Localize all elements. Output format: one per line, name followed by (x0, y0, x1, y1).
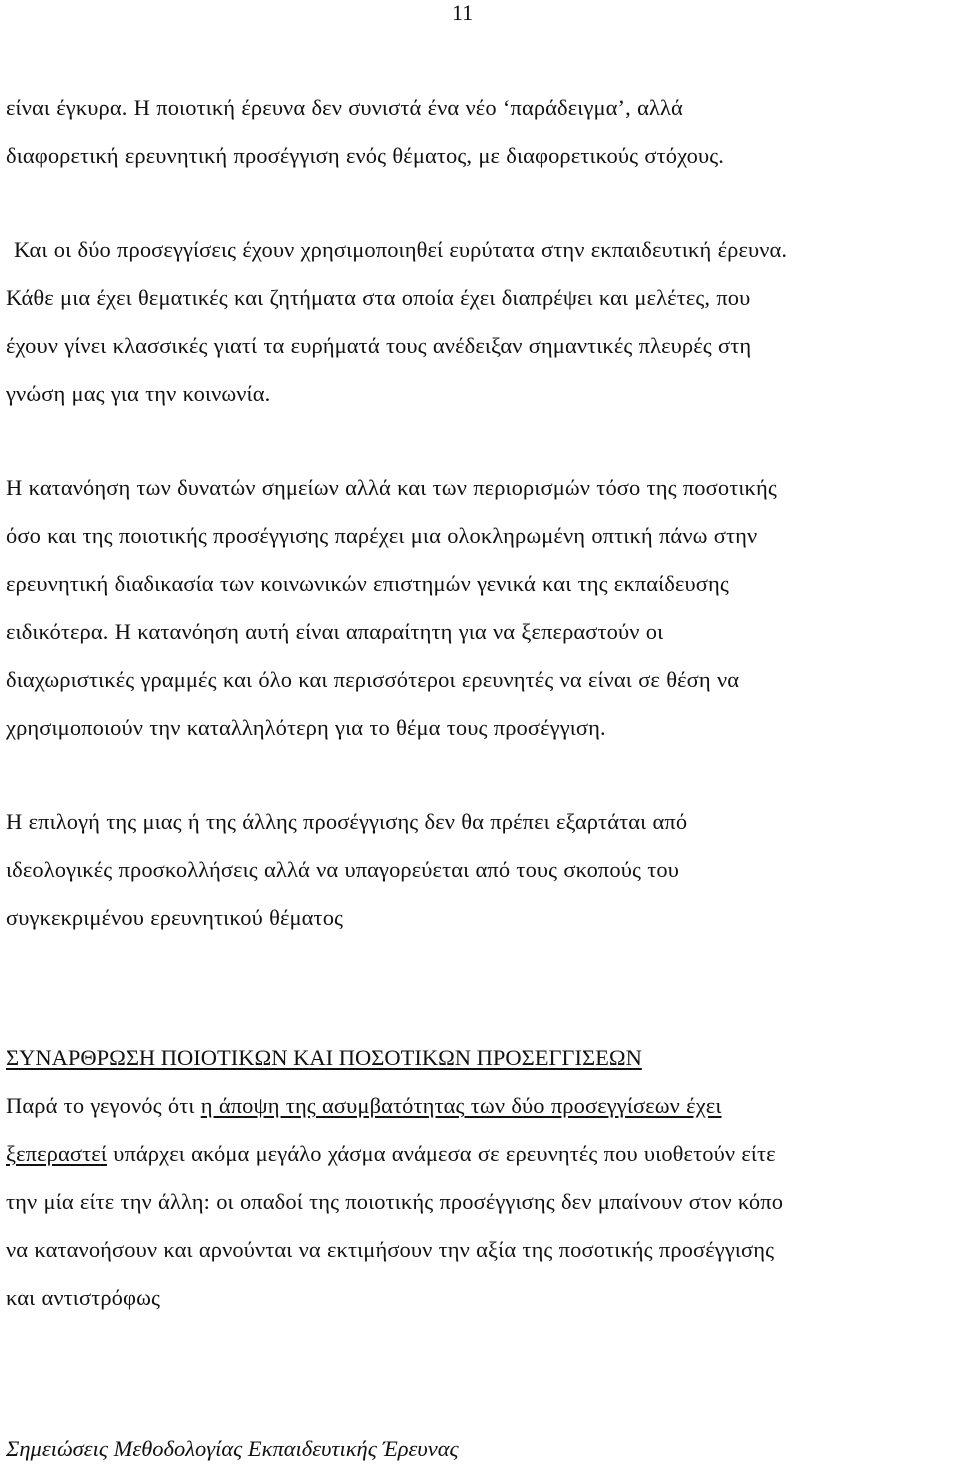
paragraph-5 (6, 1082, 951, 1322)
text-line: Η κατανόηση των δυνατών σημείων αλλά και των περιορισμών τόσο της ποσοτικής (6, 475, 777, 500)
text-line: όσο και της ποιοτικής προσέγγισης παρέχει μια ολοκληρωμένη οπτική πάνω στην (6, 523, 758, 548)
plain-text: υπάρχει ακόμα μεγάλο χάσμα ανάμεσα σε ερευνητές που υιοθετούν είτε (106, 1141, 776, 1166)
text-line: είναι έγκυρα. Η ποιοτική έρευνα δεν συνιστά ένα νέο ‘παράδειγμα’, αλλά (6, 95, 683, 120)
text-line: γνώση μας για την κοινωνία. (6, 381, 271, 406)
text-line: διαχωριστικές γραμμές και όλο και περισσότεροι ερευνητές να είναι σε θέση να (6, 667, 740, 692)
section-heading: ΣΥΝΑΡΘΡΩΣΗ ΠΟΙΟΤΙΚΩΝ ΚΑΙ ΠΟΣΟΤΙΚΩΝ ΠΡΟΣΕΓΓΙΣΕΩΝ (6, 1045, 642, 1070)
paragraph-1 (6, 84, 951, 180)
text-line (6, 1130, 951, 1178)
page-number: 11 (452, 0, 474, 25)
text-line: χρησιμοποιούν την καταλληλότερη για το θέμα τους προσέγγιση. (6, 715, 606, 740)
text-line: και αντιστρόφως (6, 1285, 161, 1310)
text-line: έχουν γίνει κλασσικές γιατί τα ευρήματά τους ανέδειξαν σημαντικές πλευρές στη (6, 333, 752, 358)
paragraph-2 (6, 226, 951, 418)
underlined-text: ξεπεραστεί (6, 1141, 107, 1166)
paragraph-3 (6, 464, 951, 752)
underlined-text: η άποψη της ασυμβατότητας των δύο προσεγγίσεων έχει (200, 1093, 722, 1118)
paragraph-4 (6, 798, 951, 942)
text-line: Η επιλογή της μιας ή της άλλης προσέγγισης δεν θα πρέπει εξαρτάται από (6, 809, 688, 834)
text-line: την μία είτε την άλλη: οι οπαδοί της ποιοτικής προσέγγισης δεν μπαίνουν στον κόπο (6, 1189, 784, 1214)
text-line: ερευνητική διαδικασία των κοινωνικών επιστημών γενικά και της εκπαίδευσης (6, 571, 729, 596)
text-line: συγκεκριμένου ερευνητικού θέματος (6, 905, 344, 930)
text-line: διαφορετική ερευνητική προσέγγιση ενός θέματος, με διαφορετικούς στόχους. (6, 143, 725, 168)
plain-text: Παρά το γεγονός ότι (6, 1093, 201, 1118)
text-line: Και οι δύο προσεγγίσεις έχουν χρησιμοποιηθεί ευρύτατα στην εκπαιδευτική έρευνα. (14, 237, 788, 262)
text-line (6, 1082, 951, 1130)
text-line: να κατανοήσουν και αρνούνται να εκτιμήσουν την αξία της ποσοτικής προσέγγισης (6, 1237, 775, 1262)
footer-title: Σημειώσεις Μεθοδολογίας Εκπαιδευτικής Έρευνας (6, 1436, 459, 1461)
text-line: ιδεολογικές προσκολλήσεις αλλά να υπαγορεύεται από τους σκοπούς του (6, 857, 679, 882)
text-line: ειδικότερα. Η κατανόηση αυτή είναι απαραίτητη για να ξεπεραστούν οι (6, 619, 664, 644)
text-line: Κάθε μια έχει θεματικές και ζητήματα στα οποία έχει διαπρέψει και μελέτες, που (6, 285, 751, 310)
